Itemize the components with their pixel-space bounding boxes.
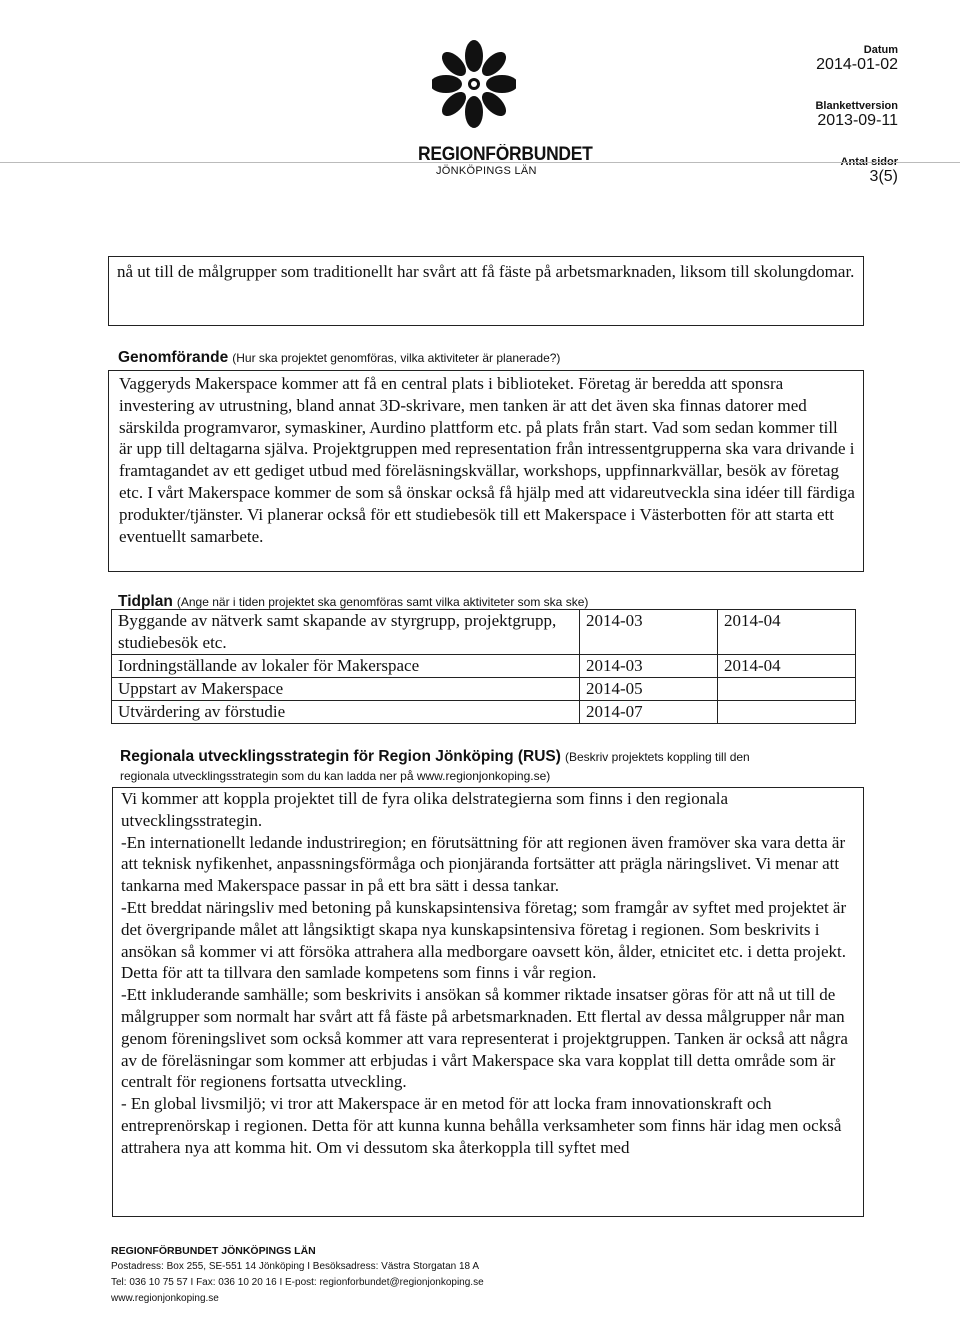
blankett-label: Blankettversion: [815, 100, 898, 112]
antal-block: [841, 156, 898, 186]
intro-box: [108, 256, 864, 326]
table-row: [112, 678, 856, 701]
rus-paragraph: Vi kommer att koppla projektet till de fyra olika delstrategierna som finns i den regionala utvecklingsstrategin.: [121, 789, 729, 830]
end-cell: 2014-04: [718, 610, 856, 655]
footer-contact: Tel: 036 10 75 57 I Fax: 036 10 20 16 I E-post: regionforbundet@regionjonkoping.se: [111, 1277, 484, 1288]
rus-paragraph: -Ett inkluderande samhälle; som beskrivits i ansökan så kommer riktade insatser göras för att nå ut till de målgrupper som normalt har svårt att få fäste på arbetsmarknaden. Ett flertal av dessa målgrupper når man genom föreningslivet som också kommer att vara representerat i projektgruppen. Tanken är också att några av de föreläsningar som kommer att erbjudas i vårt Makerspace ska vara kopplat till detta område som är centralt för regionens fortsatta utveckling.: [121, 985, 848, 1092]
rus-paragraph: -En internationellt ledande industriregion; en förutsättning för att regionen även framöver ska vara detta är att teknisk nyfikenhet, anpassningsförmåga och pionjäranda fortsätter att prägla näringslivet. Vi menar att tankarna med Makerspace passar in på ett bra sätt i dessa tankar.: [121, 832, 846, 896]
regionforbundet-logo-icon: [432, 40, 516, 136]
rus-paragraph: -Ett breddat näringsliv med betoning på kunskapsintensiva företag; som framgår av syftet med projektet är det övergripande målet att långsiktigt skapa nya kunskapsintensiva företag i regionen. Som beskrivits i ansökan så kommer vi att försöka attrahera alla medborgare oavsett kön, ålder, etnicitet etc. i detta projekt. Detta för att ta tillvara den samlade kompetens som finns i vår region.: [121, 897, 847, 983]
rus-title: Regionala utvecklingsstrategin för Region Jönköping (RUS): [120, 748, 561, 765]
start-cell: 2014-03: [580, 655, 718, 678]
datum-block: [816, 44, 898, 74]
start-cell: 2014-03: [580, 610, 718, 655]
table-row: [112, 610, 856, 655]
start-cell: 2014-07: [580, 701, 718, 724]
activity-cell: Byggande av nätverk samt skapande av styrgrupp, projektgrupp, studiebesök etc.: [112, 610, 580, 655]
footer-address: Postadress: Box 255, SE-551 14 Jönköping I Besöksadress: Västra Storgatan 18 A: [111, 1261, 479, 1272]
table-row: [112, 655, 856, 678]
rus-heading: [120, 748, 750, 766]
org-name: REGIONFÖRBUNDET: [418, 144, 593, 165]
activity-cell: Utvärdering av förstudie: [112, 701, 580, 724]
rus-hint-line: [120, 768, 550, 784]
genomforande-box: [108, 370, 864, 572]
rus-box: [112, 787, 864, 1217]
antal-label: Antal sidor: [840, 156, 898, 168]
datum-value: 2014-01-02: [816, 56, 898, 73]
tidplan-title: Tidplan: [118, 593, 173, 610]
antal-value: 3(5): [869, 168, 898, 185]
end-cell: [718, 678, 856, 701]
footer-website-link[interactable]: www.regionjonkoping.se: [111, 1293, 219, 1304]
rus-paragraph: - En global livsmiljö; vi tror att Makerspace är en metod för att locka fram innovationskraft och entreprenörskap i regionen. Detta för att kunna kunna behålla verksamheter som finns här idag men också attrahera nya att komma hit. Om vi dessutom ska återkoppla till syftet med: [121, 1094, 842, 1157]
intro-text: nå ut till de målgrupper som traditionellt har svårt att få fäste på arbetsmarknaden, liksom till skolungdomar.: [117, 262, 855, 281]
rus-hint-1: (Beskriv projektets koppling till den: [564, 750, 750, 764]
org-subtitle: JÖNKÖPINGS LÄN: [436, 165, 537, 177]
blankett-value: 2013-09-11: [817, 112, 898, 129]
genomforande-text: Vaggeryds Makerspace kommer att få en central plats i biblioteket. Företag är beredda att sponsra investering av utrustning, bland annat 3D-skrivare, men tanken är att det även ska finnas datorer med särskilda programvaror, symaskiner, Aurdino plattform etc. på plats från start. Vad som sedan kommer till är upp till deltagarna själva. Projektgruppen med representation från intressentgrupperna ska vara drivande i framtagandet av ett gediget utbud med föreläsningskvällar, workshops, uppfinnarkvällar, besök av företag etc. I vårt Makerspace kommer de som så önskar också få hjälp med att vidareutveckla sina idéer till färdiga produkter/tjänster. Vi planerar också för ett studiebesök till ett Makerspace i Västerbotten för att starta ett eventuellt samarbete.: [119, 374, 855, 546]
genomforande-hint: (Hur ska projektet genomföras, vilka aktiviteter är planerade?): [232, 351, 561, 365]
footer-title: REGIONFÖRBUNDET JÖNKÖPINGS LÄN: [111, 1245, 316, 1257]
activity-cell: Uppstart av Makerspace: [112, 678, 580, 701]
tidplan-table: [111, 609, 856, 724]
header-divider: [0, 162, 960, 163]
genomforande-heading: [118, 349, 560, 367]
genomforande-title: Genomförande: [118, 349, 229, 366]
activity-cell: Iordningställande av lokaler för Makerspace: [112, 655, 580, 678]
tidplan-hint: (Ange när i tiden projektet ska genomföras samt vilka aktiviteter som ska ske): [176, 595, 589, 609]
datum-label: Datum: [863, 44, 898, 56]
table-row: [112, 701, 856, 724]
rus-hint-2: regionala utvecklingsstrategin som du kan ladda ner på www.regionjonkoping.se): [120, 769, 551, 783]
blankett-block: [815, 100, 898, 130]
end-cell: 2014-04: [718, 655, 856, 678]
footer: [111, 1243, 484, 1307]
start-cell: 2014-05: [580, 678, 718, 701]
end-cell: [718, 701, 856, 724]
